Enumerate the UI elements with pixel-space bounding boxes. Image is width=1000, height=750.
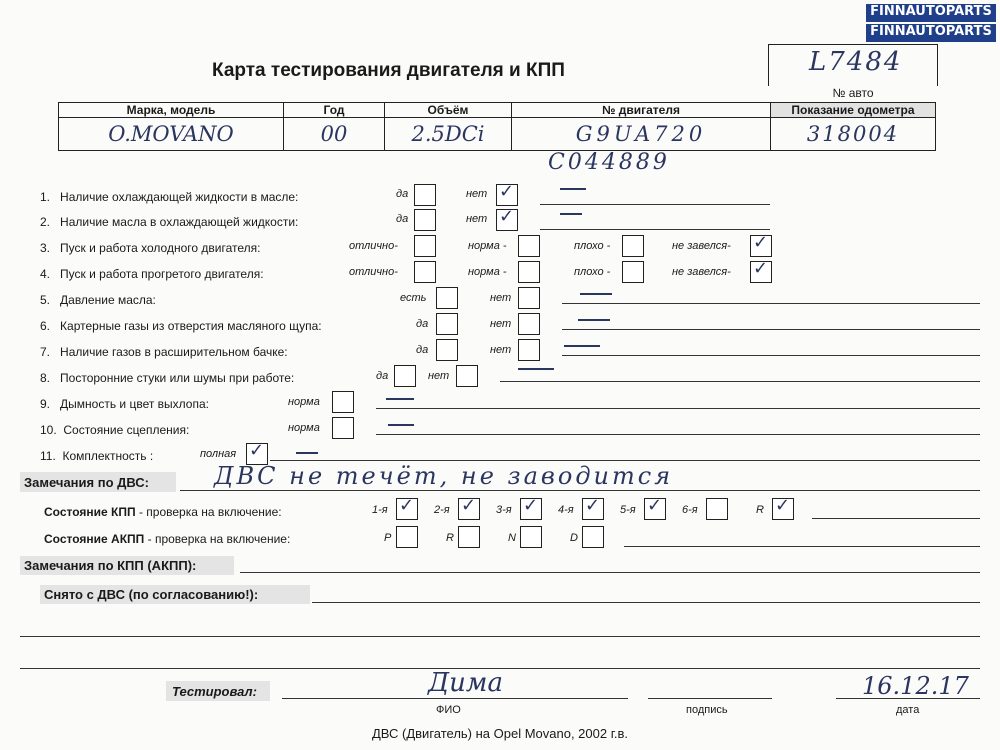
item-3: 3. Пуск и работа холодного двигателя: [40, 241, 261, 255]
rule-line [20, 636, 980, 637]
check-mark-icon: ✓ [753, 232, 769, 253]
kpp-gear-3-label: 3-я [496, 504, 512, 516]
item-2: 2. Наличие масла в охлаждающей жидкости: [40, 215, 299, 229]
item-4-opt-bad: плохо - [574, 266, 611, 278]
remarks-engine-value: ДВС не течёт, не заводится [214, 462, 674, 490]
val-model: O.MOVANO [59, 118, 284, 151]
rule-line [240, 572, 980, 573]
car-number-value: L7484 [809, 47, 903, 77]
rule-line [540, 229, 770, 230]
rule-line [812, 518, 980, 519]
item-1-opt-da: да [396, 188, 409, 200]
handwritten-dash [296, 452, 318, 454]
rule-line [562, 303, 980, 304]
item-4-box-bad[interactable] [622, 261, 644, 283]
item-3-box-normal[interactable] [518, 235, 540, 257]
item-4: 4. Пуск и работа прогретого двигателя: [40, 267, 264, 281]
check-mark-icon: ✓ [753, 258, 769, 279]
kpp-gear-5-box[interactable] [644, 495, 666, 520]
item-7-opt-no: нет [490, 344, 512, 356]
item-8-box-yes[interactable] [394, 365, 416, 387]
handwritten-dash [386, 398, 414, 400]
watermark-line-2: FINNAUTOPARTS [866, 24, 996, 42]
item-7-opt-yes: да [416, 344, 429, 356]
akpp-p-label: P [384, 532, 392, 544]
page-title: Карта тестирования двигателя и КПП [212, 60, 565, 81]
item-8: 8. Посторонние стуки или шумы при работе: [40, 371, 295, 385]
item-3-opt-nostart: не завелся- [672, 240, 731, 252]
item-4-opt-normal: норма - [468, 266, 507, 278]
kpp-gear-1-box[interactable] [396, 495, 418, 520]
rule-line [500, 381, 980, 382]
item-5: 5. Давление масла: [40, 293, 156, 307]
handwritten-dash [518, 368, 554, 370]
item-4-opt-nostart: не завелся- [672, 266, 731, 278]
kpp-gear-3-box[interactable] [520, 495, 542, 520]
remarks-kpp-label: Замечания по КПП (АКПП): [24, 558, 197, 573]
col-model: Марка, модель [59, 103, 284, 118]
date-line [836, 698, 980, 699]
check-mark-icon: ✓ [499, 206, 515, 227]
item-10-opt-normal: норма [288, 422, 320, 434]
removed-label: Снято с ДВС (по согласованию!): [44, 587, 259, 602]
rule-line [180, 490, 980, 491]
item-1-box-net[interactable] [496, 181, 518, 206]
rule-line [312, 602, 980, 603]
item-11-opt-full: полная [200, 448, 237, 460]
col-volume: Объём [385, 103, 512, 118]
item-4-opt-excellent: отлично- [349, 266, 398, 278]
akpp-d-label: D [570, 532, 578, 544]
item-4-box-nostart[interactable] [750, 258, 772, 283]
col-year: Год [284, 103, 385, 118]
item-6-opt-no: нет [490, 318, 512, 330]
item-3-opt-excellent: отлично- [349, 240, 398, 252]
akpp-label: Состояние АКПП - проверка на включение: [44, 532, 291, 546]
kpp-gear-r-box[interactable] [772, 495, 794, 520]
item-3-box-bad[interactable] [622, 235, 644, 257]
item-5-box-no[interactable] [518, 287, 540, 309]
item-7: 7. Наличие газов в расширительном бачке: [40, 345, 288, 359]
kpp-gear-2-box[interactable] [458, 495, 480, 520]
item-3-box-excellent[interactable] [414, 235, 436, 257]
remarks-engine-label: Замечания по ДВС: [24, 475, 149, 490]
item-1-opt-net: нет [466, 188, 488, 200]
check-mark-icon: ✓ [523, 495, 539, 516]
item-9-opt-normal: норма [288, 396, 320, 408]
watermark-line-1: FINNAUTOPARTS [866, 4, 996, 22]
item-9: 9. Дымность и цвет выхлопа: [40, 397, 209, 411]
kpp-gear-4-box[interactable] [582, 495, 604, 520]
item-4-box-normal[interactable] [518, 261, 540, 283]
rule-line [624, 546, 980, 547]
engine-extra-no: C044889 [548, 150, 670, 175]
item-2-box-net[interactable] [496, 206, 518, 231]
item-9-box-normal[interactable] [332, 391, 354, 413]
item-8-opt-yes: да [376, 370, 389, 382]
check-mark-icon: ✓ [775, 495, 791, 516]
rule-line [562, 355, 980, 356]
date-label: дата [896, 704, 920, 716]
check-mark-icon: ✓ [585, 495, 601, 516]
rule-line [376, 408, 980, 409]
item-10-box-normal[interactable] [332, 417, 354, 439]
val-year: 00 [284, 118, 385, 151]
handwritten-dash [388, 424, 414, 426]
tested-name: Дима [428, 668, 503, 698]
fio-label: ФИО [436, 704, 461, 716]
check-mark-icon: ✓ [249, 440, 265, 461]
item-5-opt-yes: есть [400, 292, 427, 304]
rule-line [540, 204, 770, 205]
car-number-box [768, 44, 938, 86]
image-caption: ДВС (Двигатель) на Opel Movano, 2002 г.в. [371, 726, 629, 741]
kpp-gear-1-label: 1-я [372, 504, 388, 516]
kpp-gear-2-label: 2-я [434, 504, 450, 516]
item-6: 6. Картерные газы из отверстия масляного щупа: [40, 319, 322, 333]
check-mark-icon: ✓ [499, 181, 515, 202]
kpp-gear-6-box[interactable] [706, 498, 728, 520]
check-mark-icon: ✓ [399, 495, 415, 516]
item-5-opt-no: нет [490, 292, 512, 304]
item-6-box-yes[interactable] [436, 313, 458, 335]
item-5-box-yes[interactable] [436, 287, 458, 309]
check-mark-icon: ✓ [461, 495, 477, 516]
akpp-r-box[interactable] [458, 526, 480, 548]
val-volume: 2.5DCi [385, 118, 512, 151]
item-1-box-da[interactable] [414, 184, 436, 206]
item-4-box-excellent[interactable] [414, 261, 436, 283]
handwritten-dash [560, 188, 586, 190]
check-mark-icon: ✓ [647, 495, 663, 516]
rule-line [562, 329, 980, 330]
handwritten-dash [564, 345, 600, 347]
item-2-box-da[interactable] [414, 209, 436, 231]
val-engine-no: G9UA720 [512, 118, 771, 151]
sign-line [648, 698, 772, 699]
car-number-label: № авто [832, 86, 874, 100]
kpp-label: Состояние КПП - проверка на включение: [44, 505, 282, 519]
item-6-box-no[interactable] [518, 313, 540, 335]
sign-label: подпись [686, 704, 728, 716]
item-2-opt-da: да [396, 213, 409, 225]
item-7-box-no[interactable] [518, 339, 540, 361]
item-3-opt-normal: норма - [468, 240, 507, 252]
item-7-box-yes[interactable] [436, 339, 458, 361]
item-3-box-nostart[interactable] [750, 232, 772, 257]
kpp-gear-6-label: 6-я [682, 504, 698, 516]
col-engine-no: № двигателя [512, 103, 771, 118]
akpp-r-label: R [446, 532, 454, 544]
fio-line [282, 698, 628, 699]
item-8-opt-no: нет [428, 370, 450, 382]
kpp-gear-4-label: 4-я [558, 504, 574, 516]
val-odometer: 318004 [771, 118, 936, 151]
item-1: 1. Наличие охлаждающей жидкости в масле: [40, 190, 299, 204]
kpp-gear-r-label: R [756, 504, 764, 516]
handwritten-dash [580, 293, 612, 295]
item-3-opt-bad: плохо - [574, 240, 611, 252]
akpp-n-label: N [508, 532, 516, 544]
item-8-box-no[interactable] [456, 365, 478, 387]
item-6-opt-yes: да [416, 318, 429, 330]
item-11: 11. Комплектность : [40, 449, 154, 463]
rule-line [270, 460, 980, 461]
kpp-gear-5-label: 5-я [620, 504, 636, 516]
akpp-d-box[interactable] [582, 526, 604, 548]
akpp-p-box[interactable] [396, 526, 418, 548]
col-odometer: Показание одометра [771, 103, 936, 118]
akpp-n-box[interactable] [520, 526, 542, 548]
handwritten-dash [578, 319, 610, 321]
header-table [58, 102, 936, 151]
item-10: 10. Состояние сцепления: [40, 423, 190, 437]
tested-label: Тестировал: [172, 684, 257, 699]
tested-date: 16.12.17 [862, 672, 969, 700]
item-2-opt-net: нет [466, 213, 488, 225]
handwritten-dash [560, 213, 582, 215]
rule-line [376, 434, 980, 435]
